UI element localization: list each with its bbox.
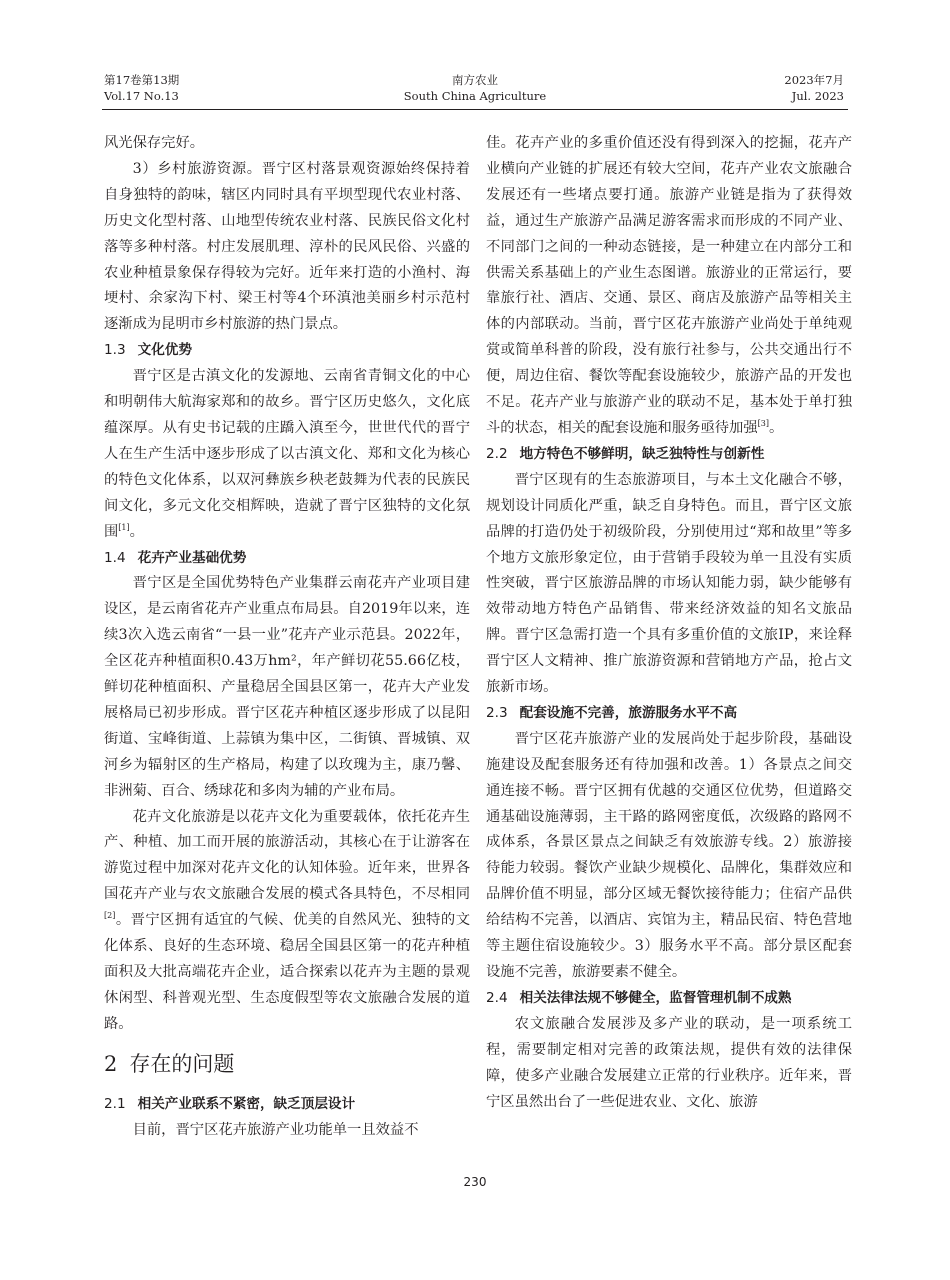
header-journal	[340, 72, 610, 104]
paragraph: 晋宁区现有的生态旅游项目，与本土文化融合不够，规划设计同质化严重，缺乏自身特色。而且，晋宁区文旅品牌的打造仍处于初级阶段，分别使用过“郑和故里”等多个地方文旅形象定位，由于营销手段较为单一且没有实质性突破，晋宁区旅游品牌的市场认知能力弱，缺少能够有效带动地方特色产品销售、带来经济效益的知名文旅品牌。晋宁区急需打造一个具有多重价值的文旅IP，来诠释晋宁区人文精神、推广旅游资源和营销地方产品，抢占文旅新市场。	[486, 471, 852, 696]
paragraph: 目前，晋宁区花卉旅游产业功能单一且效益不	[132, 1121, 419, 1138]
journal-en: South China Agriculture	[403, 89, 547, 103]
header-date	[784, 72, 844, 104]
citation: [1]	[118, 522, 130, 532]
section-number: 2.2	[486, 445, 508, 462]
paragraph: 花卉文化旅游是以花卉文化为重要载体，依托花卉生产、种植、加工而开展的旅游活动，其核心在于让游客在游览过程中加深对花卉文化的认知体验。近年来，世界各国花卉产业与农文旅融合发展的模式各具特色，不尽相同[2]。晋宁区拥有适宜的气候、优美的自然风光、独特的文化体系、良好的生态环境、稳居全国县区第一的花卉种植面积及大批高端花卉企业，适合探索以花卉为主题的景观休闲型、科普观光型、生态度假型等农文旅融合发展的道路。	[104, 808, 470, 1032]
paragraph: 佳。花卉产业的多重价值还没有得到深入的挖掘，花卉产业横向产业链的扩展还有较大空间，花卉产业农文旅融合发展还有一些堵点要打通。旅游产业链是指为了获得效益，通过生产旅游产品满足游客需求而形成的不同产业、不同部门之间的一种动态链接，是一种建立在内部分工和供需关系基础上的产业生态图谱。旅游业的正常运行，要靠旅行社、酒店、交通、景区、商店及旅游产品等相关主体的内部联动。当前，晋宁区花卉旅游产业尚处于单纯观赏或简单科普的阶段，没有旅行社参与，公共交通出行不便，周边住宿、餐饮等配套设施较少，旅游产品的开发也不足。花卉产业与旅游产业的联动不足，基本处于单打独斗的状态，相关的配套设施和服务亟待加强[3]。	[486, 135, 852, 436]
section-title: 相关法律法规不够健全，监督管理机制不成熟	[519, 989, 792, 1006]
journal-cn: 南方农业	[452, 73, 498, 87]
section-number: 2	[104, 1051, 118, 1076]
right-column	[486, 131, 852, 1115]
paragraph: 3）乡村旅游资源。晋宁区村落景观资源始终保持着自身独特的韵味，辖区内同时具有平坝型现代农业村落、历史文化型村落、山地型传统农业村落、民族民俗文化村落等多种村落。村庄发展肌理、淳朴的民风民俗、兴盛的农业种植景象保存得较为完好。近年来打造的小渔村、海埂村、余家沟下村、梁王村等4个环滇池美丽乡村示范村逐渐成为昆明市乡村旅游的热门景点。	[104, 160, 470, 333]
header-rule	[102, 109, 848, 110]
page-number: 230	[463, 1175, 487, 1189]
section-title: 配套设施不完善，旅游服务水平不高	[519, 704, 738, 721]
section-heading-2-1	[104, 1092, 470, 1118]
section-number: 1.4	[104, 549, 126, 566]
date-cn: 2023年7月	[784, 73, 844, 87]
section-heading-2-2	[486, 442, 852, 468]
section-title: 花卉产业基础优势	[137, 549, 247, 566]
volume-cn: 第17卷第13期	[104, 73, 180, 87]
paragraph: 晋宁区是古滇文化的发源地、云南省青铜文化的中心和明朝伟大航海家郑和的故乡。晋宁区历史悠久，文化底蕴深厚。从有史书记载的庄蹻入滇至今，世世代代的晋宁人在生产生活中逐步形成了以古滇文化、郑和文化为核心的特色文化体系，以双河彝族乡秧老鼓舞为代表的民族民间文化，多元文化交相辉映，造就了晋宁区独特的文化氛围[1]。	[104, 368, 470, 540]
volume-en: Vol.17 No.13	[104, 89, 179, 103]
citation: [3]	[757, 418, 769, 428]
section-number: 1.3	[104, 342, 126, 359]
section-heading-2-4	[486, 986, 852, 1012]
section-title: 存在的问题	[129, 1051, 235, 1076]
section-title: 文化优势	[137, 342, 192, 359]
section-heading-1-4	[104, 546, 470, 572]
section-number: 2.3	[486, 704, 508, 721]
paragraph: 晋宁区是全国优势特色产业集群云南花卉产业项目建设区，是云南省花卉产业重点布局县。自2019年以来，连续3次入选云南省“一县一业”花卉产业示范县。2022年，全区花卉种植面积0.43万hm²，年产鲜切花55.66亿枝，鲜切花种植面积、产量稳居全国县区第一，花卉大产业发展格局已初步形成。晋宁区花卉种植区逐步形成了以昆阳街道、宝峰街道、上蒜镇为集中区，二街镇、晋城镇、双河乡为辐射区的生产格局，构建了以玫瑰为主，康乃馨、非洲菊、百合、绣球花和多肉为辅的产业布局。	[104, 575, 470, 799]
section-heading-2	[104, 1046, 470, 1082]
left-column	[104, 131, 470, 1144]
section-number: 2.1	[104, 1095, 126, 1112]
section-number: 2.4	[486, 989, 508, 1006]
header-volume	[104, 72, 179, 104]
date-en: Jul. 2023	[791, 89, 844, 103]
section-title: 地方特色不够鲜明，缺乏独特性与创新性	[519, 445, 765, 462]
paragraph: 晋宁区花卉旅游产业的发展尚处于起步阶段，基础设施建设及配套服务还有待加强和改善。1）各景点之间交通连接不畅。晋宁区拥有优越的交通区位优势，但道路交通基础设施薄弱，主干路的路网密度低，次级路的路网不成体系，各景区景点之间缺乏有效旅游专线。2）旅游接待能力较弱。餐饮产业缺少规模化、品牌化，集群效应和品牌价值不明显，部分区域无餐饮接待能力；住宿产品供给结构不完善，以酒店、宾馆为主，精品民宿、特色营地等主题住宿设施较少。3）服务水平不高。部分景区配套设施不完善，旅游要素不健全。	[486, 730, 852, 980]
paragraph: 农文旅融合发展涉及多产业的联动，是一项系统工程，需要制定相对完善的政策法规，提供有效的法律保障，使多产业融合发展建立正常的行业秩序。近年来，晋宁区虽然出台了一些促进农业、文化、旅游	[486, 1015, 852, 1110]
section-heading-2-3	[486, 701, 852, 727]
section-heading-1-3	[104, 338, 470, 364]
citation: [2]	[104, 911, 116, 921]
section-title: 相关产业联系不紧密，缺乏顶层设计	[137, 1095, 356, 1112]
paragraph: 风光保存完好。	[104, 135, 205, 151]
